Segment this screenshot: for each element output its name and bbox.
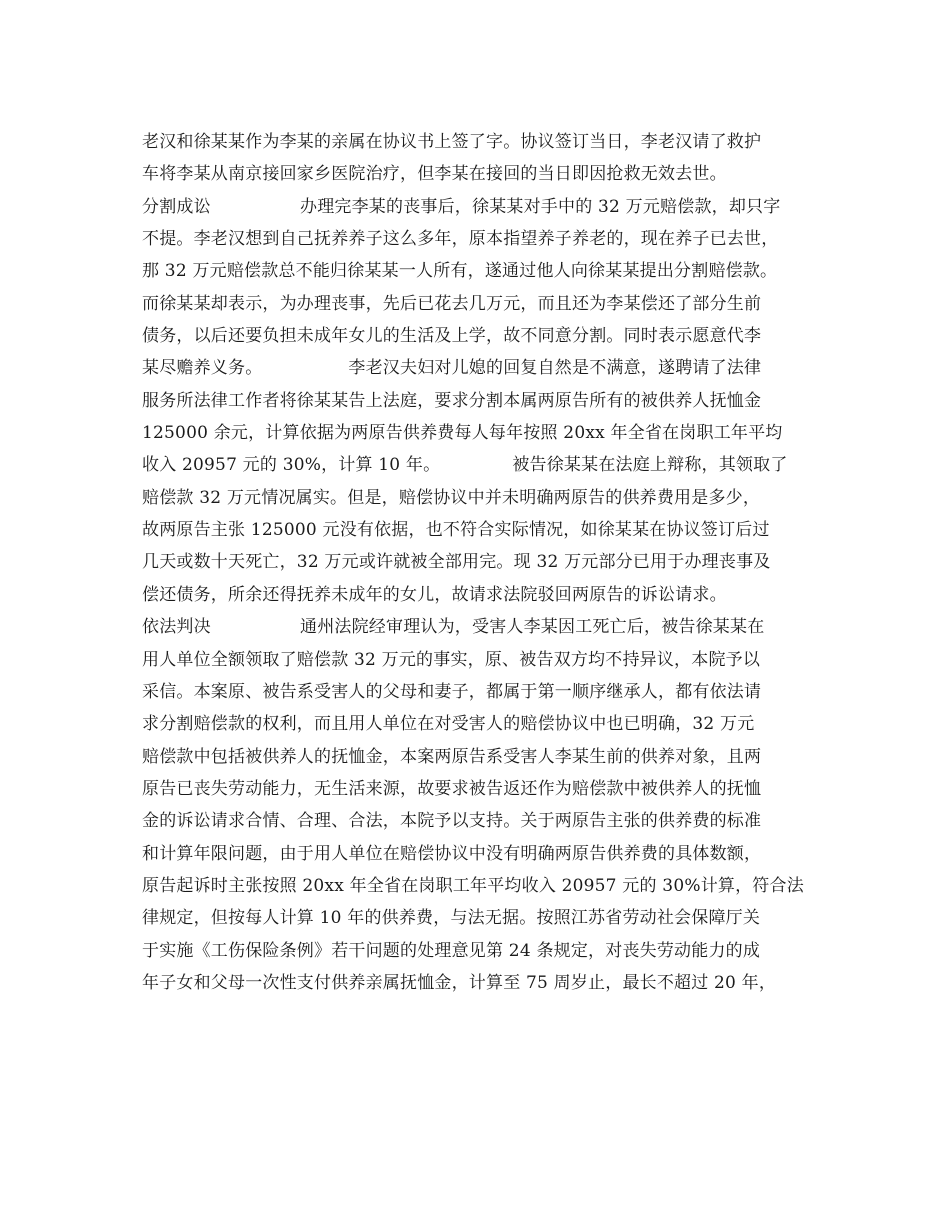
text-line: 原告已丧失劳动能力，无生活来源，故要求被告返还作为赔偿款中被供养人的抚恤 (142, 778, 762, 799)
text-line: 赔偿款 32 万元情况属实。但是，赔偿协议中并未明确两原告的供养费用是多少， (142, 487, 761, 508)
text-segment: 收入 20957 元的 30%，计算 10 年。 (142, 455, 441, 476)
text-line: 金的诉讼请求合情、合理、合法，本院予以支持。关于两原告主张的供养费的标准 (142, 811, 762, 832)
section-heading: 依法判决 (142, 617, 211, 638)
text-line: 老汉和徐某某作为李某的亲属在协议书上签了字。协议签订当日，李老汉请了救护 (142, 132, 762, 152)
text-line: 原告起诉时主张按照 20xx 年全省在岗职工年平均收入 20957 元的 30%计算，符合法 (142, 875, 804, 896)
section-heading: 分割成讼 (142, 196, 211, 217)
text-line: 和计算年限问题，由于用人单位在赔偿协议中没有明确两原告供养费的具体数额， (142, 843, 762, 864)
text-segment: 通州法院经审理认为，受害人李某因工死亡后，被告徐某某在 (300, 617, 765, 638)
text-line: 律规定，但按每人计算 10 年的供养费，与法无据。按照江苏省劳动社会保障厅关 (142, 908, 761, 929)
text-line: 求分割赔偿款的权利，而且用人单位在对受害人的赔偿协议中也已明确，32 万元 (142, 714, 755, 735)
text-line: 几天或数十天死亡，32 万元或许就被全部用完。现 32 万元部分已用于办理丧事及 (142, 552, 771, 573)
text-line (142, 449, 822, 481)
text-line: 车将李某从南京接回家乡医院治疗，但李某在接回的当日即因抢救无效去世。 (142, 164, 727, 185)
text-line: 用人单位全额领取了赔偿款 32 万元的事实，原、被告双方均不持异议，本院予以 (142, 649, 761, 670)
text-line: 偿还债务，所余还得抚养未成年的女儿，故请求法院驳回两原告的诉讼请求。 (142, 584, 727, 605)
text-line (142, 191, 822, 223)
text-line: 赔偿款中包括被供养人的抚恤金，本案两原告系受害人李某生前的供养对象，且两 (142, 746, 762, 767)
text-segment: 被告徐某某在法庭上辩称，其领取了 (512, 455, 788, 476)
text-line (142, 611, 822, 643)
text-line: 125000 余元，计算依据为两原告供养费每人每年按照 20xx 年全省在岗职工年平均 (142, 423, 783, 444)
text-line: 那 32 万元赔偿款总不能归徐某某一人所有，遂通过他人向徐某某提出分割赔偿款。 (142, 261, 778, 282)
text-line: 服务所法律工作者将徐某某告上法庭，要求分割本属两原告所有的被供养人抚恤金 (142, 390, 762, 411)
text-segment: 办理完李某的丧事后，徐某某对手中的 32 万元赔偿款，却只字 (300, 196, 781, 217)
text-line: 故两原告主张 125000 元没有依据，也不符合实际情况，如徐某某在协议签订后过 (142, 520, 770, 541)
text-line: 而徐某某却表示，为办理丧事，先后已花去几万元，而且还为李某偿还了部分生前 (142, 293, 762, 314)
text-line: 于实施《工伤保险条例》若干问题的处理意见第 24 条规定，对丧失劳动能力的成 (142, 940, 761, 961)
text-line: 不提。李老汉想到自己抚养养子这么多年，原本指望养子养老的，现在养子已去世， (142, 229, 779, 250)
text-line: 债务，以后还要负担未成年女儿的生活及上学，故不同意分割。同时表示愿意代李 (142, 326, 762, 347)
text-line (142, 352, 822, 384)
body-text (142, 126, 822, 999)
text-line: 年子女和父母一次性支付供养亲属抚恤金，计算至 75 周岁止，最长不超过 20 年， (142, 972, 777, 993)
text-segment: 某尽赡养义务。 (142, 358, 263, 379)
text-line: 采信。本案原、被告系受害人的父母和妻子，都属于第一顺序继承人，都有依法请 (142, 681, 762, 702)
text-segment: 李老汉夫妇对儿媳的回复自然是不满意，遂聘请了法律 (348, 358, 762, 379)
